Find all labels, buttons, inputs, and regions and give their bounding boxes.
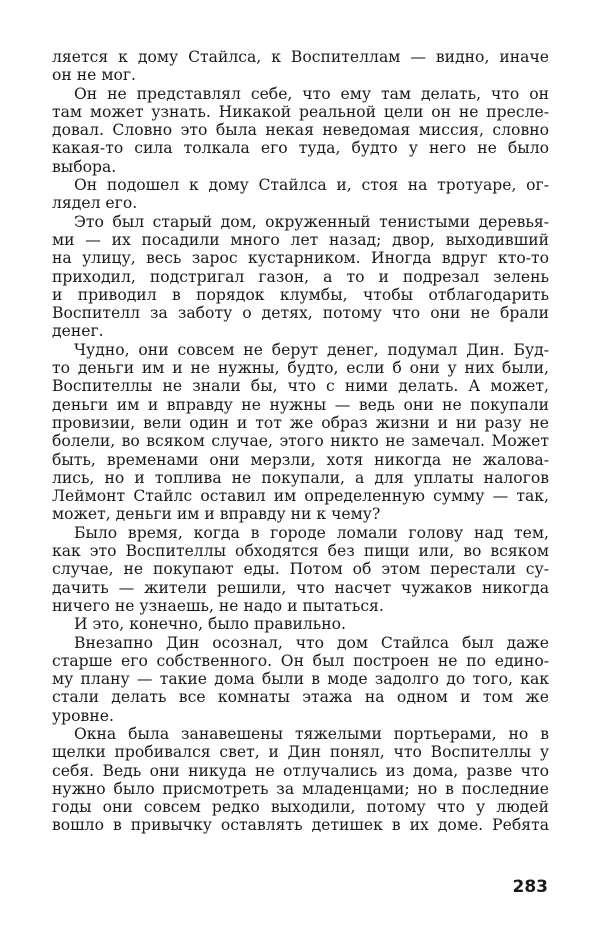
text-line: Он подошел к дому Стайлса и, стоя на тротуаре, ог- bbox=[74, 176, 549, 195]
text-line: Он не представлял себе, что ему там делать, что он bbox=[74, 84, 549, 103]
text-line: ничего не узнаешь, не надо и пытаться. bbox=[52, 596, 384, 615]
text-line: лись, но и топлива не покупали, а для уплаты налогов bbox=[52, 468, 549, 487]
text-line: денег. bbox=[52, 322, 104, 341]
text-line: какая-то сила толкала его туда, будто у него не было bbox=[52, 139, 549, 158]
text-line: уровне. bbox=[52, 706, 114, 725]
text-line: случае, не покупают еды. Потом об этом перестали су- bbox=[52, 560, 549, 579]
text-line: и приводил в порядок клумбы, чтобы отблагодарить bbox=[52, 285, 549, 304]
text-line: как это Воспителлы обходятся без пищи или, во всяком bbox=[52, 542, 549, 561]
text-line: Было время, когда в городе ломали голову над тем, bbox=[74, 523, 549, 542]
text-line: Окна была занавешены тяжелыми портьерами, но в bbox=[74, 724, 549, 743]
text-line: Чудно, они совсем не берут денег, подумал Дин. Буд- bbox=[74, 340, 549, 359]
text-line: нужно было присмотреть за младенцами; но в последние bbox=[52, 779, 549, 798]
text-line: он не мог. bbox=[52, 66, 136, 85]
text-line: му плану — такие дома были в моде задолго до того, как bbox=[52, 670, 549, 689]
text-line: может, деньги им и вправду ни к чему? bbox=[52, 505, 381, 524]
text-line: на улицу, весь зарос кустарником. Иногда вдруг кто-то bbox=[52, 249, 549, 268]
text-line: ми — их посадили много лет назад; двор, выходивший bbox=[52, 230, 549, 249]
text-line: приходил, подстригал газон, а то и подрезал зелень bbox=[52, 267, 549, 286]
text-line: дачить — жители решили, что насчет чужаков никогда bbox=[52, 578, 549, 597]
text-line: стали делать все комнаты этажа на одном и том же bbox=[52, 688, 549, 707]
text-line: щелки пробивался свет, и Дин понял, что Воспителлы у bbox=[52, 743, 549, 762]
text-line: Внезапно Дин осознал, что дом Стайлса был даже bbox=[74, 633, 549, 652]
text-line: провизии, вели один и тот же образ жизни и ни разу не bbox=[52, 413, 549, 432]
text-line: болели, во всяком случае, этого никто не замечал. Может bbox=[52, 432, 549, 451]
text-line: Воспителл за заботу о детях, потому что они не брали bbox=[52, 304, 549, 323]
text-line: ляется к дому Стайлса, к Воспителлам — видно, иначе bbox=[52, 48, 549, 66]
text-line: Воспителлы не знали бы, что с ними делать. А может, bbox=[52, 377, 549, 396]
text-line: выбора. bbox=[52, 157, 117, 176]
text-line: Леймонт Стайлс оставил им определенную сумму — так, bbox=[52, 487, 549, 506]
page-number: 283 bbox=[512, 877, 548, 897]
text-line: то деньги им и не нужны, будто, если б они у них были, bbox=[52, 359, 549, 378]
text-line: Это был старый дом, окруженный тенистыми деревья- bbox=[74, 212, 549, 231]
text-line: там может узнать. Никакой реальной цели он не пресле- bbox=[52, 102, 549, 121]
text-line: лядел его. bbox=[52, 194, 138, 213]
text-line: деньги им и вправду не нужны — ведь они не покупали bbox=[52, 395, 549, 414]
text-line: старше его собственного. Он был построен не по едино- bbox=[52, 651, 549, 670]
page-text bbox=[52, 48, 549, 835]
text-line: быть, временами они мерзли, хотя никогда не жалова- bbox=[52, 450, 549, 469]
text-line: И это, конечно, было правильно. bbox=[74, 615, 347, 634]
text-line: себя. Ведь они никуда не отлучались из дома, разве что bbox=[52, 761, 549, 780]
text-line: вошло в привычку оставлять детишек в их доме. Ребята bbox=[52, 816, 549, 835]
text-line: довал. Словно это была некая неведомая миссия, словно bbox=[52, 121, 549, 140]
text-line: годы они совсем редко выходили, потому что у людей bbox=[52, 798, 549, 817]
